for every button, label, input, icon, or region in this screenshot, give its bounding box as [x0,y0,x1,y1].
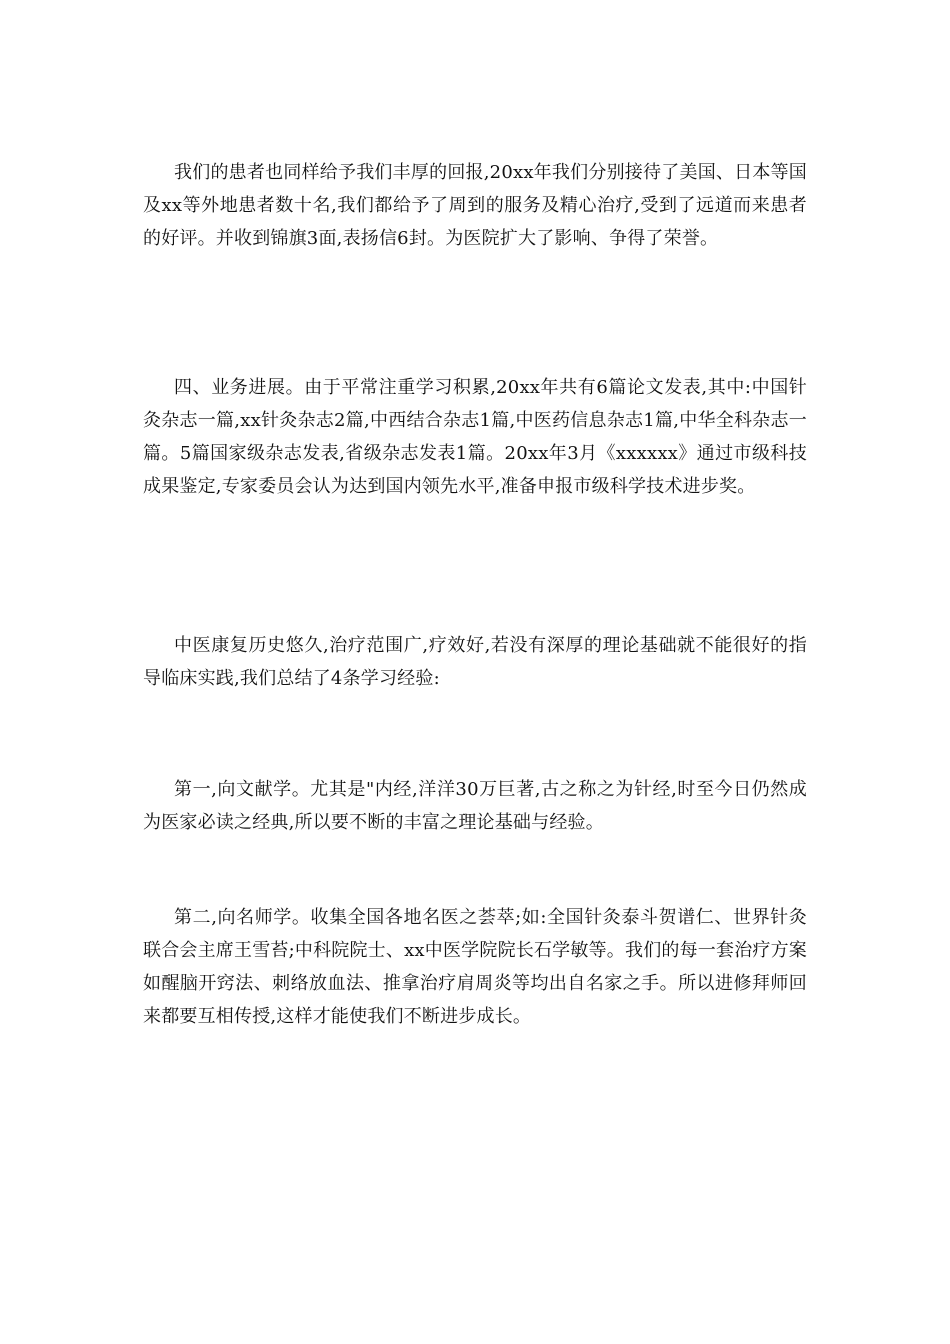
paragraph-learn-from-literature: 第一,向文献学。尤其是"内经,洋洋30万巨著,古之称之为针经,时至今日仍然成为医家必读之经典,所以要不断的丰富之理论基础与经验。 [143,779,807,833]
paragraph-patient-feedback: 我们的患者也同样给予我们丰厚的回报,20xx年我们分别接待了美国、日本等国及xx等外地患者数十名,我们都给予了周到的服务及精心治疗,受到了远道而来患者的好评。并收到锦旗3面,表扬信6封。为医院扩大了影响、争得了荣誉。 [143,162,807,249]
paragraph-tcm-rehab-intro: 中医康复历史悠久,治疗范围广,疗效好,若没有深厚的理论基础就不能很好的指导临床实践,我们总结了4条学习经验: [143,635,807,689]
paragraph-business-progress: 四、业务进展。由于平常注重学习积累,20xx年共有6篇论文发表,其中:中国针灸杂志一篇,xx针灸杂志2篇,中西结合杂志1篇,中医药信息杂志1篇,中华全科杂志一篇。5篇国家级杂志发表,省级杂志发表1篇。20xx年3月《xxxxxx》通过市级科技成果鉴定,专家委员会认为达到国内领先水平,准备申报市级科学技术进步奖。 [143,377,807,497]
paragraph-learn-from-masters: 第二,向名师学。收集全国各地名医之荟萃;如:全国针灸泰斗贺谱仁、世界针灸联合会主席王雪苔;中科院院士、xx中医学院院长石学敏等。我们的每一套治疗方案如醒脑开窍法、刺络放血法、推拿治疗肩周炎等均出自名家之手。所以进修拜师回来都要互相传授,这样才能使我们不断进步成长。 [143,907,807,1027]
